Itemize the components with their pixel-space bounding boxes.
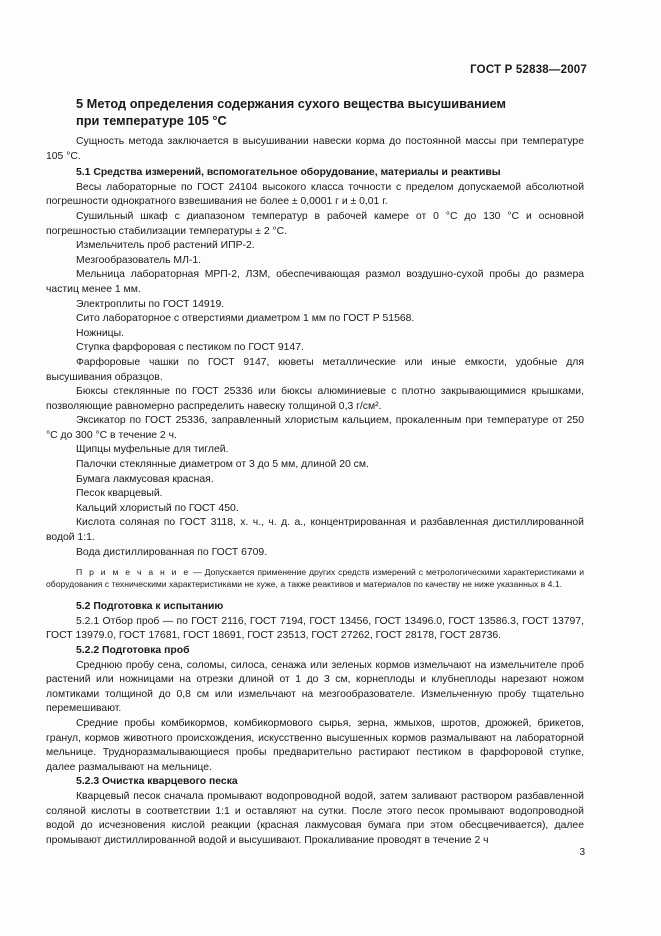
document-code: ГОСТ Р 52838—2007 [470, 64, 587, 76]
section-5-2-2-para-1: Среднюю пробу сена, соломы, силоса, сенажа или зеленых кормов измельчают на измельчителе проб растений или ножницами на отрезки длиной от 1 до 3 см, корнеплоды и клубнеплоды нарезают ножом ломтиками толщиной до 0,8 см или измельчают на мезгообразователе. Измельченную пробу тщательно перемешивают. [46, 659, 584, 715]
equipment-item: Весы лабораторные по ГОСТ 24104 высокого класса точности с пределом допускаемой абсолютной погрешности однократного взвешивания не более ± 0,0001 г и ± 0,01 г. [46, 181, 584, 208]
equipment-item: Бумага лакмусовая красная. [76, 473, 214, 485]
equipment-item: Мельница лабораторная МРП-2, ЛЗМ, обеспечивающая размол воздушно-сухой пробы до размера частиц менее 1 мм. [46, 269, 584, 295]
section-5-2-3-title: 5.2.3 Очистка кварцевого песка [76, 776, 238, 788]
section-5-2-3-para: Кварцевый песок сначала промывают водопроводной водой, затем заливают раствором разбавленной соляной кислоты в соответствии 1:1 и оставляют на сутки. После этого песок промывают водопроводной водой до исчезновения кислой реакции (красная лакмусовая бумага при этом обесцвечивается), далее промывают дистиллированной водой и высушивают. Прокаливание проводят в течение 2 ч [46, 790, 584, 846]
equipment-item: Сито лабораторное с отверстиями диаметром 1 мм по ГОСТ Р 51568. [76, 313, 415, 325]
note-label: П р и м е ч а н и е [76, 567, 191, 578]
equipment-item: Песок кварцевый. [76, 488, 163, 500]
section-5-title-line1: 5 Метод определения содержания сухого вещества высушиванием [76, 96, 506, 111]
equipment-item: Измельчитель проб растений ИПР-2. [76, 240, 255, 252]
equipment-item: Фарфоровые чашки по ГОСТ 9147, кюветы металлические или иные емкости, удобные для высушивания образцов. [46, 356, 584, 383]
section-5-1-title: 5.1 Средства измерений, вспомогательное оборудование, материалы и реактивы [76, 167, 501, 179]
note [46, 566, 584, 590]
equipment-item: Бюксы стеклянные по ГОСТ 25336 или бюксы алюминиевые с плотно закрывающимися крышками, позволяющие равномерно распределить навеску толщиной 0,3 г/см². [46, 386, 584, 412]
equipment-item: Электроплиты по ГОСТ 14919. [76, 298, 225, 310]
section-5-title-line2: при температуре 105 °С [76, 112, 227, 128]
section-5-intro: Сущность метода заключается в высушивании навески корма до постоянной массы при температуре 105 °С. [46, 136, 584, 162]
equipment-item: Эксикатор по ГОСТ 25336, заправленный хлористым кальцием, прокаленным при температуре от 250 °С до 300 °С в течение 2 ч. [46, 415, 584, 441]
equipment-item: Мезгообразователь МЛ-1. [76, 254, 202, 266]
section-5-2-2-para-2: Средние пробы комбикормов, комбикормового сырья, зерна, жмыхов, шротов, дрожжей, брикетов, гранул, кормов животного происхождения, искусственно высушенных кормов размалывают на лабораторной мельнице. Трудноразмалывающиеся пробы предварительно растирают пестиком в фарфоровой ступке, далее размалывают на мельнице. [46, 717, 584, 773]
note-text: — Допускается применение других средств измерений с метрологическими характеристиками и оборудования с техническими характеристиками не хуже, а также реактивов и материалов по качеству не ниже указанных в 4.1. [46, 567, 584, 590]
equipment-item: Вода дистиллированная по ГОСТ 6709. [76, 546, 268, 558]
page-body [46, 96, 584, 848]
page-number: 3 [579, 847, 585, 858]
equipment-item: Кальций хлористый по ГОСТ 450. [76, 502, 239, 514]
equipment-item: Сушильный шкаф с диапазоном температур в рабочей камере от 0 °С до 130 °С и основной погрешностью стабилизации температуры ± 2 °С. [46, 210, 584, 237]
section-5-2-1-text: 5.2.1 Отбор проб — по ГОСТ 2116, ГОСТ 7194, ГОСТ 13456, ГОСТ 13496.0, ГОСТ 13586.3, ГОСТ 13797, ГОСТ 13979.0, ГОСТ 17681, ГОСТ 18691, ГОСТ 23513, ГОСТ 27262, ГОСТ 28178, ГОСТ 28736. [46, 615, 584, 642]
equipment-item: Ножницы. [76, 327, 124, 339]
equipment-item: Палочки стеклянные диаметром от 3 до 5 мм, длиной 20 см. [76, 459, 369, 471]
section-5-title [76, 96, 584, 129]
equipment-list [46, 181, 584, 560]
equipment-item: Ступка фарфоровая с пестиком по ГОСТ 9147. [76, 342, 304, 354]
section-5-2-2-title: 5.2.2 Подготовка проб [76, 645, 190, 656]
equipment-item: Кислота соляная по ГОСТ 3118, х. ч., ч. д. а., концентрированная и разбавленная дистиллированной водой 1:1. [46, 517, 584, 544]
section-5-2-title: 5.2 Подготовка к испытанию [76, 601, 224, 613]
equipment-item: Щипцы муфельные для тиглей. [76, 444, 229, 456]
